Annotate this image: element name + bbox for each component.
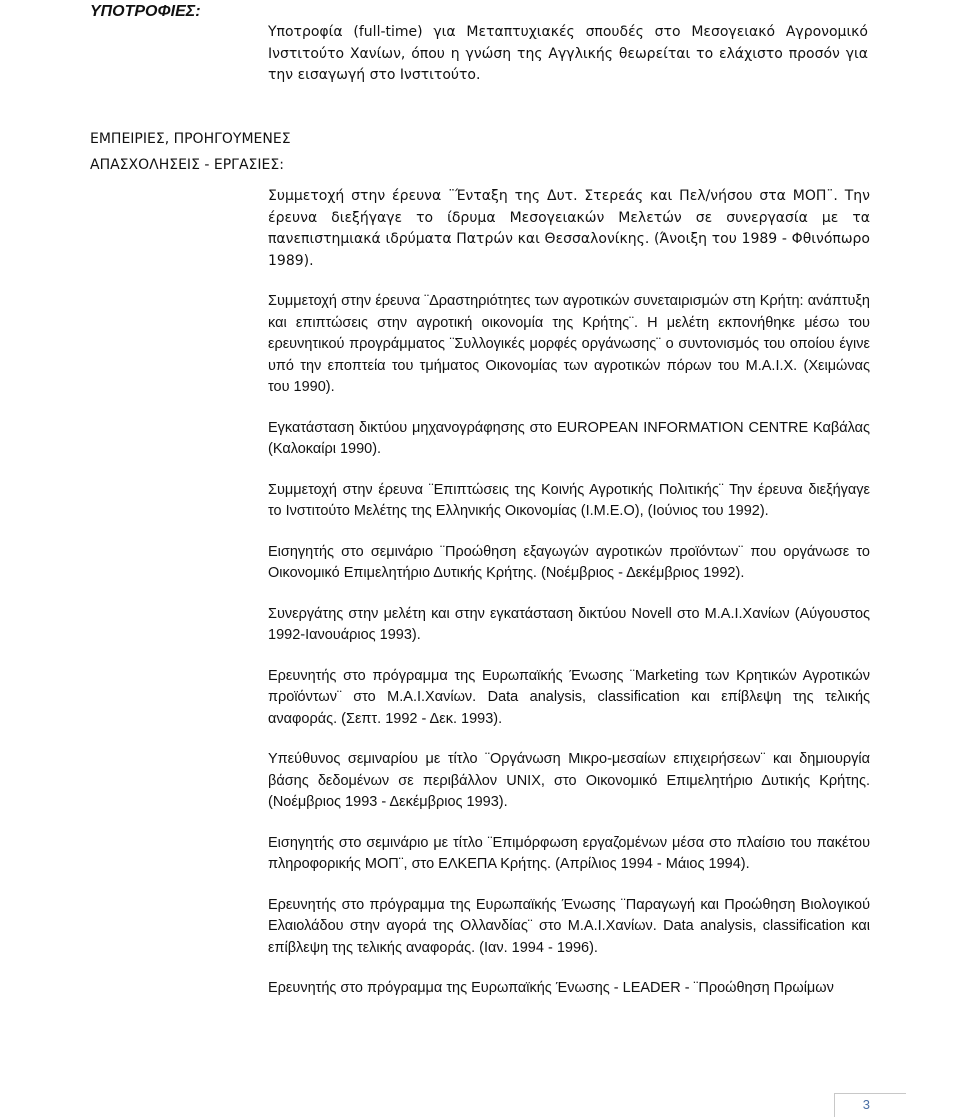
experience-entry: Ερευνητής στο πρόγραμμα της Ευρωπαϊκής Ένωσης - LEADER - ¨Προώθηση Πρωίμων bbox=[268, 980, 834, 996]
scholarships-title: ΥΠΟΤΡΟΦΙΕΣ: bbox=[90, 3, 201, 20]
experience-list bbox=[268, 186, 870, 1019]
scholarship-text: Υποτροφία (full-time) για Μεταπτυχιακές σπουδές στο Μεσογειακό Αγρονομικό Ινστιτούτο Χανίων, όπου η γνώση της Αγγλικής θεωρείται το ελάχιστο προσόν για την εισαγωγή στο Ινστιτούτο. bbox=[268, 24, 868, 83]
experience-entry: Συνεργάτης στην μελέτη και στην εγκατάσταση δικτύου Novell στο Μ.Α.Ι.Χανίων (Αύγουστος 1992-Ιανουάριος 1993). bbox=[268, 605, 870, 643]
experience-entry: Συμμετοχή στην έρευνα ¨Ένταξη της Δυτ. Στερεάς και Πελ/νήσου στα ΜΟΠ¨. Την έρευνα διεξήγαγε το ίδρυμα Μεσογειακών Μελετών σε συνεργασία με τα πανεπιστημιακά ιδρύματα Πατρών και Θεσσαλονίκης. (Άνοιξη του 1989 - Φθινόπωρο 1989). bbox=[268, 188, 870, 269]
page-number-box bbox=[834, 1093, 906, 1117]
experience-title bbox=[90, 126, 291, 178]
experience-entry: Υπεύθυνος σεμιναρίου με τίτλο ¨Οργάνωση Μικρο-μεσαίων επιχειρήσεων¨ και δημιουργία βάσης δεδομένων σε περιβάλλον UNIX, στο Οικονομικό Επιμελητήριο Δυτικής Κρήτης. (Νοέμβριος 1993 - Δεκέμβριος 1993). bbox=[268, 751, 870, 810]
experience-entry: Εγκατάσταση δικτύου μηχανογράφησης στο EUROPEAN INFORMATION CENTRE Καβάλας (Καλοκαίρι 1990). bbox=[268, 419, 870, 457]
experience-entry: Ερευνητής στο πρόγραμμα της Ευρωπαϊκής Ένωσης ¨Παραγωγή και Προώθηση Βιολογικού Ελαιολάδου στην αγορά της Ολλανδίας¨ στο Μ.Α.Ι.Χανίων. Data analysis, classification και επίβλεψη της τελικής αναφοράς. (Ιαν. 1994 - 1996). bbox=[268, 896, 870, 956]
experience-title-line1: ΕΜΠΕΙΡΙΕΣ, ΠΡΟΗΓΟΥΜΕΝΕΣ bbox=[90, 131, 291, 147]
experience-entry: Εισηγητής στο σεμινάριο ¨Προώθηση εξαγωγών αγροτικών προϊόντων¨ που οργάνωσε το Οικονομικό Επιμελητήριο Δυτικής Κρήτης. (Νοέμβριος - Δεκέμβριος 1992). bbox=[268, 543, 870, 581]
experience-entry: Εισηγητής στο σεμινάριο με τίτλο ¨Επιμόρφωση εργαζομένων μέσα στο πλαίσιο του πακέτου πληροφορικής ΜΟΠ¨, στο ΕΛΚΕΠΑ Κρήτης. (Απρίλιος 1994 - Μάιος 1994). bbox=[268, 834, 870, 872]
experience-title-line2: ΑΠΑΣΧΟΛΗΣΕΙΣ - ΕΡΓΑΣΙΕΣ: bbox=[90, 157, 284, 173]
experience-entry: Συμμετοχή στην έρευνα ¨Δραστηριότητες των αγροτικών συνεταιρισμών στη Κρήτη: ανάπτυξη και επιπτώσεις στην αγροτική οικονομία της Κρήτης¨. Η μελέτη εκπονήθηκε μέσω του ερευνητικού προγράμματος ¨Συλλογικές μορφές οργάνωσης¨ ο συντονισμός του οποίου έγινε υπό την εποπτεία του τμήματος Οικονομίας των αγροτικών πόρων του Μ.Α.Ι.Χ. (Χειμώνας του 1990). bbox=[268, 293, 870, 395]
experience-entry: Ερευνητής στο πρόγραμμα της Ευρωπαϊκής Ένωσης ¨Marketing των Κρητικών Αγροτικών προϊόντων¨ στο Μ.Α.Ι.Χανίων. Data analysis, classification και επίβλεψη της τελικής αναφοράς. (Σεπτ. 1992 - Δεκ. 1993). bbox=[268, 667, 870, 727]
experience-entry: Συμμετοχή στην έρευνα ¨Επιπτώσεις της Κοινής Αγροτικής Πολιτικής¨ Την έρευνα διεξήγαγε το Ινστιτούτο Μελέτης της Ελληνικής Οικονομίας (Ι.Μ.Ε.Ο), (Ιούνιος του 1992). bbox=[268, 481, 870, 519]
page-number: 3 bbox=[862, 1097, 870, 1112]
